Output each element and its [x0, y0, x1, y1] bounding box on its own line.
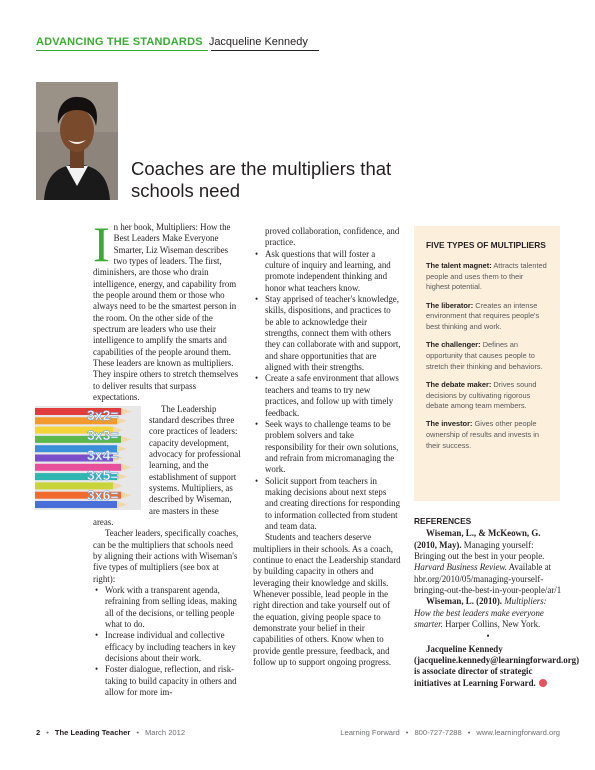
closing-paragraph: Students and teachers deserve multipliers in their schools. As a coach, continue to enact the Leadership standard by building capacity in others and leveraging their knowledge and skills. Whenever possible, lead people in the right direction and take yourself out of the equation, giving people space to demonstrate your belief in their capabilities of others. Know when to provide gentle pressure, feedback, and follow up to support ongoing progress. [253, 532, 401, 668]
sidebar-term: The liberator: [426, 300, 474, 310]
footer-dot: • [46, 728, 49, 737]
continued-text: proved collaboration, confidence, and practice. [265, 226, 400, 248]
references-heading: REFERENCES [414, 516, 472, 526]
reference-title: Multipliers: How the best leaders make everyone smarter. [414, 596, 547, 630]
reference-2 [414, 596, 562, 630]
pencil-label: 3x6= [87, 486, 119, 503]
sidebar-term: The investor: [426, 419, 473, 429]
article-paragraph-2 [87, 403, 241, 529]
running-header [36, 36, 308, 48]
sidebar-desc: Gives other people ownership of results and invests in their success. [426, 419, 539, 450]
list-item: • Ask questions that will foster a culture of inquiry and learning, and promote independent thinking and honor what teachers know. [253, 249, 401, 294]
coach-actions-list-2 [253, 249, 401, 533]
footer-right [340, 728, 560, 737]
article-paragraph-2-text: The Leadership standard describes three core practices of leaders: capacity development, advocacy for professional learning, and the establishment of support systems. Multipliers, as described by Wiseman, are masters in these areas. [93, 403, 241, 527]
article-column-1 [87, 216, 241, 698]
page-number: 2 [36, 728, 41, 737]
end-mark-icon [539, 679, 547, 687]
pencil-label: 3x2= [87, 406, 119, 423]
references-section [414, 516, 580, 689]
pencil-tip [121, 435, 131, 442]
reference-text: Managing yourself: Bringing out the best in your people. [414, 539, 545, 562]
author-bio-text: Jacqueline Kennedy (jacqueline.kennedy@learningforward.org) is associate director of strategic initiatives at Learning Forward. [414, 643, 580, 688]
sidebar-item-talent-magnet [426, 261, 548, 293]
header-rule-dark [211, 50, 319, 51]
multipliers-sidebar [414, 226, 560, 501]
pencil-tip [121, 463, 131, 470]
sidebar-term: The talent magnet: [426, 261, 492, 270]
article-column-2 [253, 226, 401, 668]
pencil-label: 3x4= [87, 446, 119, 463]
reference-authors: Wiseman, L., & McKeown, G. (2010, May). [414, 528, 541, 550]
list-item: • Create a safe environment that allows teachers and teams to try new practices, and follow up with timely feedback. [253, 373, 401, 418]
reference-1 [414, 528, 562, 596]
footer-phone: 800-727-7288 [414, 728, 462, 737]
coach-actions-list-1 [93, 585, 241, 698]
page-footer [36, 728, 560, 737]
sidebar-item-challenger [426, 340, 548, 372]
author-portrait [36, 82, 118, 200]
column-author: Jacqueline Kennedy [208, 36, 308, 48]
pencils-illustration [35, 406, 141, 510]
list-item: • Solicit support from teachers in making decisions about next steps and creating directions for responding to information collected from student and team data. [253, 476, 401, 533]
sidebar-term: The challenger: [426, 340, 481, 350]
sidebar-desc: Attracts talented people and uses them to their highest potential. [426, 261, 547, 292]
footer-org: Learning Forward [340, 728, 400, 737]
reference-publisher: Harper Collins, New York. [442, 619, 541, 630]
pencil-tip [121, 408, 131, 415]
list-item: • Work with a transparent agenda, refraining from selling ideas, making all of the decisions, or telling people what to do. [93, 585, 241, 630]
list-item: • Increase individual and collective efficacy by including teachers in key decisions about their work. [93, 630, 241, 664]
article-paragraph-1: n her book, Multipliers: How the Best Leaders Make Everyone Smarter, Liz Wiseman describes two types of leaders. The first, diminishers, are those who drain intelligence, energy, and capability from the people around them or those who always need to be the smartest person in the room. On the other side of the spectrum are leaders who use their intelligence to amplify the smarts and capabilities of the people around them. These leaders are known as multipliers. They inspire others to stretch themselves to deliver results that surpass expectations. [93, 222, 239, 403]
author-bio [414, 643, 580, 689]
sidebar-item-liberator [426, 301, 548, 333]
article-title: Coaches are the multipliers that schools need [131, 158, 392, 201]
list-item: • Stay apprised of teacher's knowledge, skills, dispositions, and practices to be able to acknowledge their strengths, connect them with others they can collaborate with and support, and share opportunities that are aligned with their strengths. [253, 294, 401, 373]
pencil-tip [121, 491, 131, 498]
article-paragraph-3: Teacher leaders, specifically coaches, can be the multipliers that schools need by aligning their actions with Wiseman's five types of multipliers (see box at right): [93, 528, 239, 584]
section-label: ADVANCING THE STANDARDS [36, 36, 203, 48]
footer-url: www.learningforward.org [476, 728, 560, 737]
reference-journal: Harvard Business Review. [414, 562, 507, 573]
sidebar-desc: Defines an opportunity that causes people to stretch their thinking and behaviors. [426, 340, 543, 371]
pencil-label: 3x5= [87, 466, 119, 483]
pencil-label: 3x3= [87, 426, 119, 443]
list-item: • Seek ways to challenge teams to be problem solvers and take responsibility for their own solutions, and refrain from micromanaging the work. [253, 419, 401, 476]
sidebar-heading: FIVE TYPES OF MULTIPLIERS [426, 240, 546, 250]
sidebar-item-debate-maker [426, 380, 548, 412]
separator-bullet: • [486, 631, 490, 642]
header-rule-green [36, 50, 208, 51]
sidebar-desc: Drives sound decisions by cultivating rigorous debate among team members. [426, 379, 537, 411]
sidebar-term: The debate maker: [426, 379, 492, 389]
reference-authors: Wiseman, L. (2010). [426, 596, 503, 607]
sidebar-item-investor [426, 419, 548, 451]
footer-dot: • [467, 728, 471, 737]
reference-url: Available at hbr.org/2010/05/managing-yourself-bringing-out-the-best-in-your-people/ar/1 [414, 562, 562, 596]
footer-left [36, 728, 185, 737]
sidebar-desc: Creates an intense environment that requires people's best thinking and work. [426, 300, 540, 332]
footer-dot: • [405, 728, 409, 737]
footer-dot: • [136, 728, 139, 737]
drop-cap: I [93, 216, 110, 272]
publication-name: The Leading Teacher [54, 728, 131, 737]
issue-date: March 2012 [144, 728, 186, 737]
list-item: • Foster dialogue, reflection, and risk-taking to build capacity in others and allow for more im- [93, 664, 241, 698]
